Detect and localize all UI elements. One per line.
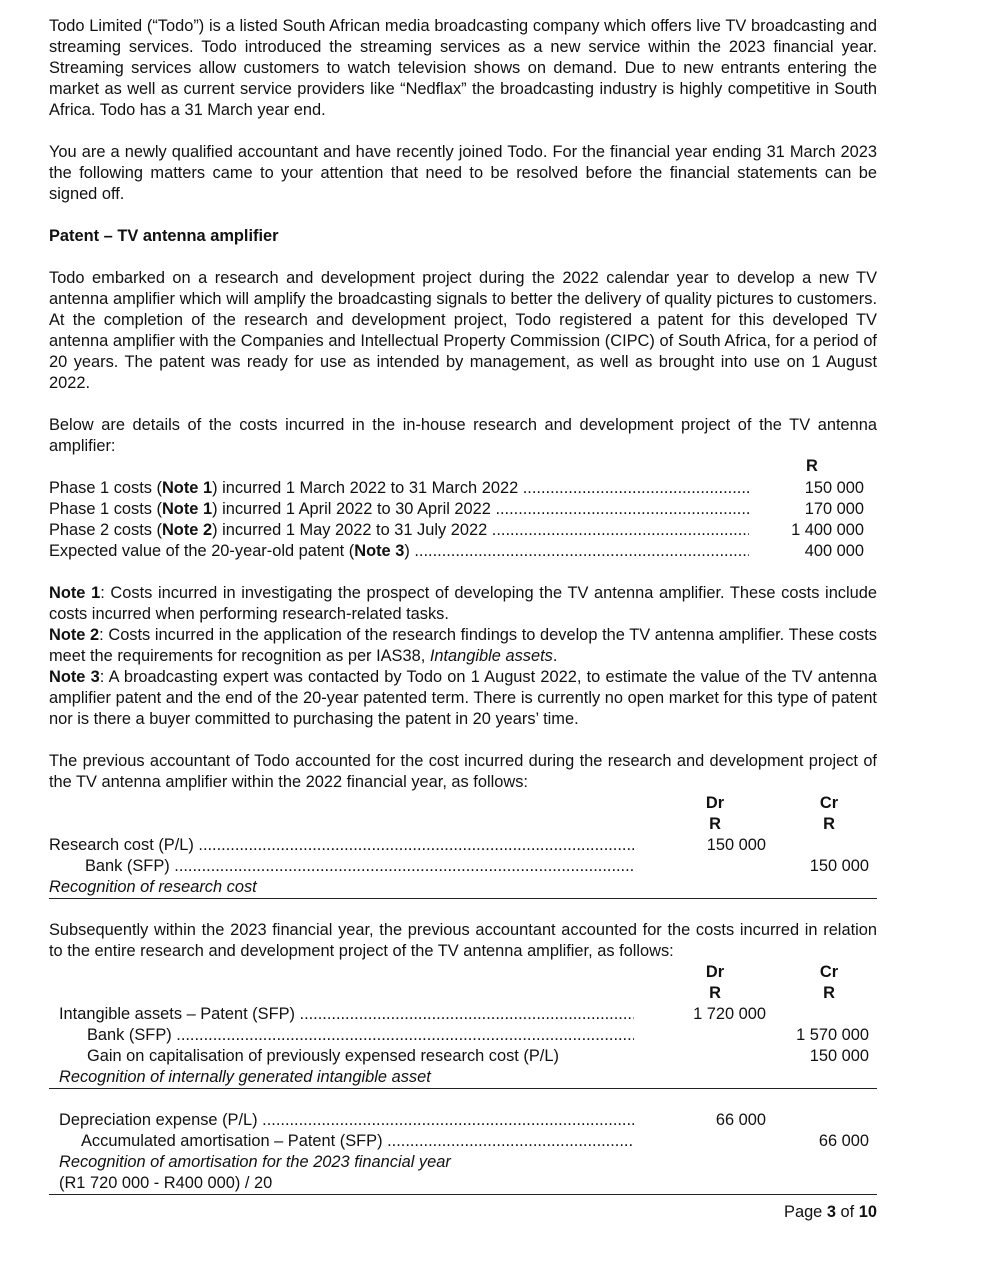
notes-block (49, 583, 877, 730)
cost-label: Phase 1 costs (Note 1) incurred 1 March 2022 to 31 March 2022 ..... (49, 478, 749, 499)
journal-2023-entry-1 (49, 1004, 877, 1089)
credit-amount: 66 000 (818, 1132, 869, 1150)
journal-2023-entry-2 (49, 1110, 877, 1195)
journal-row (59, 1046, 877, 1067)
cost-amount: 150 000 (804, 479, 864, 497)
journal-2023-intro: Subsequently within the 2023 financial year, the previous accountant accounted for the costs incurred in relation to the entire research and development project of the TV antenna amplifier, as follows: (49, 921, 877, 960)
cost-row (49, 520, 877, 541)
credit-header: Cr R (819, 963, 839, 1002)
journal-2022-entry (49, 835, 877, 899)
section-paragraph-1: Todo embarked on a research and development project during the 2022 calendar year to develop a new TV antenna amplifier which will amplify the broadcasting signals to better the delivery of quality pictures to customers. At the completion of the research and development project, Todo registered a patent for this developed TV antenna amplifier with the Companies and Intellectual Property Commission (CIPC) of South Africa, for a period of 20 years. The patent was ready for use as intended by management, as well as brought into use on 1 August 2022. (49, 269, 877, 392)
journal-2022-header (49, 793, 877, 835)
currency-label: R (806, 457, 818, 475)
cost-row (49, 478, 877, 499)
cost-row (49, 541, 877, 562)
journal-narration: Recognition of amortisation for the 2023 financial year (59, 1153, 451, 1171)
cost-amount: 170 000 (804, 500, 864, 518)
cost-amount: 400 000 (804, 542, 864, 560)
journal-account: Gain on capitalisation of previously expensed research cost (P/L) (87, 1047, 559, 1065)
cost-label: Phase 2 costs (Note 2) incurred 1 May 2022 to 31 July 2022 ..... (49, 520, 749, 541)
journal-account: Depreciation expense (P/L) ..... (59, 1110, 634, 1131)
intro-paragraph-1: Todo Limited (“Todo”) is a listed South African media broadcasting company which offers live TV broadcasting and streaming services. Todo introduced the streaming services as a new service within the 2023 financial year. Streaming services allow customers to watch television shows on demand. Due to new entrants entering the market as well as current service providers like “Nedflax” the broadcasting industry is highly competitive in South Africa. Todo has a 31 March year end. (49, 17, 877, 119)
debit-amount: 150 000 (706, 836, 766, 854)
note-3: Note 3: A broadcasting expert was contacted by Todo on 1 August 2022, to estimate the value of the TV antenna amplifier patent and the end of the 20-year patented term. There is currently no open market for this type of patent nor is there a buyer committed to purchasing the patent in 20 years’ time. (49, 668, 877, 728)
credit-amount: 1 570 000 (796, 1026, 869, 1044)
journal-account: Research cost (P/L) ..... (49, 835, 634, 856)
journal-2022-intro: The previous accountant of Todo accounted for the cost incurred during the research and development project of the TV antenna amplifier within the 2022 financial year, as follows: (49, 752, 877, 791)
journal-account: Bank (SFP) ..... (85, 856, 634, 877)
page-number: Page 3 of 10 (784, 1203, 877, 1221)
cost-table (49, 457, 877, 562)
credit-header: Cr R (819, 794, 839, 833)
note-1: Note 1: Costs incurred in investigating the prospect of developing the TV antenna amplifier. These costs include costs incurred when performing research-related tasks. (49, 584, 877, 623)
debit-amount: 66 000 (715, 1111, 766, 1129)
document-page (49, 16, 877, 1195)
cost-table-header (49, 457, 877, 478)
cost-label: Expected value of the 20-year-old patent (Note 3) ..... (49, 541, 749, 562)
journal-row (59, 1025, 877, 1046)
intro-paragraph-2: You are a newly qualified accountant and have recently joined Todo. For the financial year ending 31 March 2023 the following matters came to your attention that need to be resolved before the financial statements can be signed off. (49, 143, 877, 203)
journal-2023-header (49, 962, 877, 1004)
journal-account: Intangible assets – Patent (SFP) ..... (59, 1004, 634, 1025)
note-2: Note 2: Costs incurred in the application of the research findings to develop the TV antenna amplifier. These costs meet the requirements for recognition as per IAS38, Intangible assets. (49, 626, 878, 665)
journal-row (59, 1110, 877, 1131)
cost-label: Phase 1 costs (Note 1) incurred 1 April 2022 to 30 April 2022 ..... (49, 499, 749, 520)
debit-header: Dr R (705, 794, 725, 833)
journal-calculation: (R1 720 000 - R400 000) / 20 (59, 1174, 273, 1192)
credit-amount: 150 000 (809, 1047, 869, 1065)
cost-row (49, 499, 877, 520)
credit-amount: 150 000 (809, 857, 869, 875)
journal-narration: Recognition of internally generated intangible asset (59, 1068, 431, 1086)
journal-narration: Recognition of research cost (49, 878, 257, 896)
journal-row (49, 856, 877, 877)
section-paragraph-2: Below are details of the costs incurred in the in-house research and development project of the TV antenna amplifier: (49, 416, 877, 455)
journal-row (59, 1004, 877, 1025)
debit-header: Dr R (705, 963, 725, 1002)
journal-account: Bank (SFP) ..... (87, 1025, 634, 1046)
debit-amount: 1 720 000 (693, 1005, 766, 1023)
cost-amount: 1 400 000 (791, 521, 864, 539)
journal-row (59, 1131, 877, 1152)
journal-row (49, 835, 877, 856)
section-heading: Patent – TV antenna amplifier (49, 227, 279, 245)
journal-account: Accumulated amortisation – Patent (SFP) ..... (81, 1131, 634, 1152)
